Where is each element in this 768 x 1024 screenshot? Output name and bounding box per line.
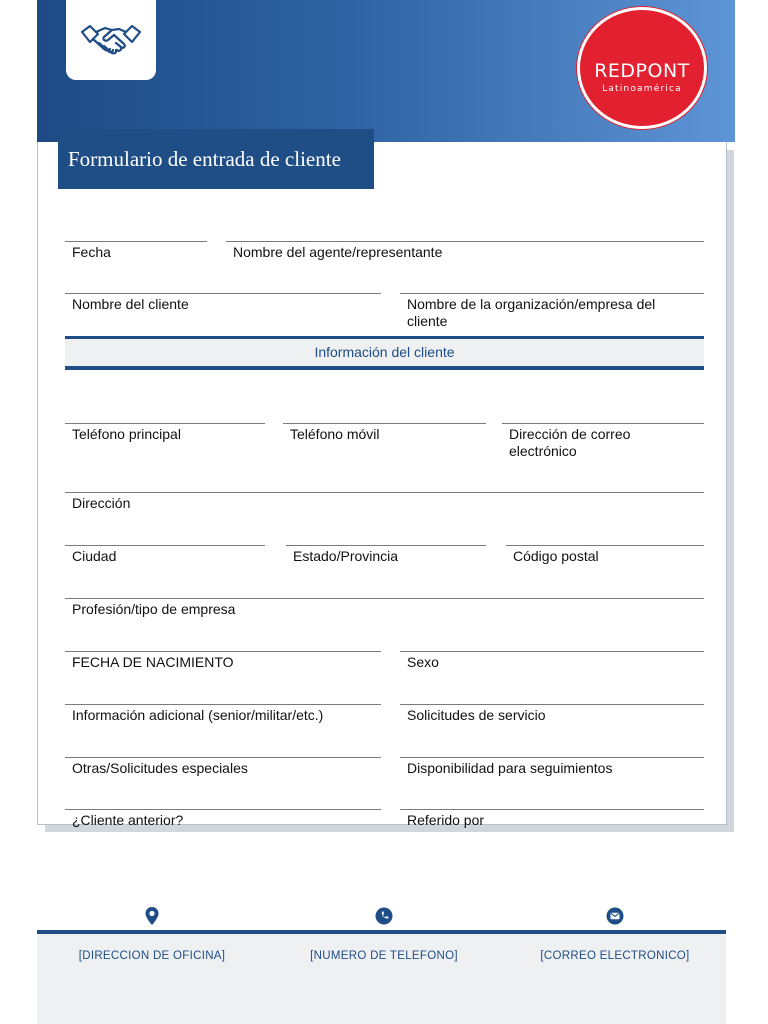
- field-fecha[interactable]: Fecha: [65, 241, 207, 261]
- field-telefono-principal[interactable]: Teléfono principal: [65, 423, 265, 443]
- field-direccion[interactable]: Dirección: [65, 492, 704, 512]
- field-profesion[interactable]: Profesión/tipo de empresa: [65, 598, 704, 618]
- footer-address: [DIRECCION DE OFICINA]: [78, 950, 226, 962]
- field-info-adicional[interactable]: Información adicional (senior/militar/etc.): [65, 704, 381, 724]
- field-otras-solicitudes[interactable]: Otras/Solicitudes especiales: [65, 757, 381, 777]
- location-pin-icon: [142, 906, 162, 926]
- field-telefono-movil[interactable]: Teléfono móvil: [283, 423, 486, 443]
- brand-subtitle: Latinoamérica: [602, 84, 682, 94]
- phone-icon: [374, 906, 394, 926]
- field-agente[interactable]: Nombre del agente/representante: [226, 241, 704, 261]
- field-ciudad[interactable]: Ciudad: [65, 545, 265, 565]
- footer-email: [CORREO ELECTRONICO]: [540, 950, 690, 962]
- field-nacimiento[interactable]: FECHA DE NACIMIENTO: [65, 651, 381, 671]
- field-solicitudes-servicio[interactable]: Solicitudes de servicio: [400, 704, 704, 724]
- handshake-icon: [79, 18, 143, 63]
- brand-logo: [577, 7, 707, 129]
- field-cliente-anterior[interactable]: ¿Cliente anterior?: [65, 809, 381, 829]
- field-disponibilidad[interactable]: Disponibilidad para seguimientos: [400, 757, 704, 777]
- field-cliente[interactable]: Nombre del cliente: [65, 293, 381, 313]
- envelope-icon: [605, 906, 625, 926]
- footer-band: [37, 934, 726, 1024]
- field-correo[interactable]: Dirección de correo electrónico: [502, 423, 704, 460]
- field-organizacion[interactable]: Nombre de la organización/empresa del cliente: [400, 293, 704, 330]
- form-title: Formulario de entrada de cliente: [58, 129, 374, 189]
- brand-name: REDPONT: [594, 60, 690, 82]
- field-estado[interactable]: Estado/Provincia: [286, 545, 486, 565]
- section-header: Información del cliente: [65, 336, 704, 370]
- footer-phone: [NUMERO DE TELEFONO]: [310, 950, 458, 962]
- field-codigo-postal[interactable]: Código postal: [506, 545, 704, 565]
- field-referido[interactable]: Referido por: [400, 809, 704, 829]
- logo-tab: [66, 0, 156, 80]
- field-sexo[interactable]: Sexo: [400, 651, 704, 671]
